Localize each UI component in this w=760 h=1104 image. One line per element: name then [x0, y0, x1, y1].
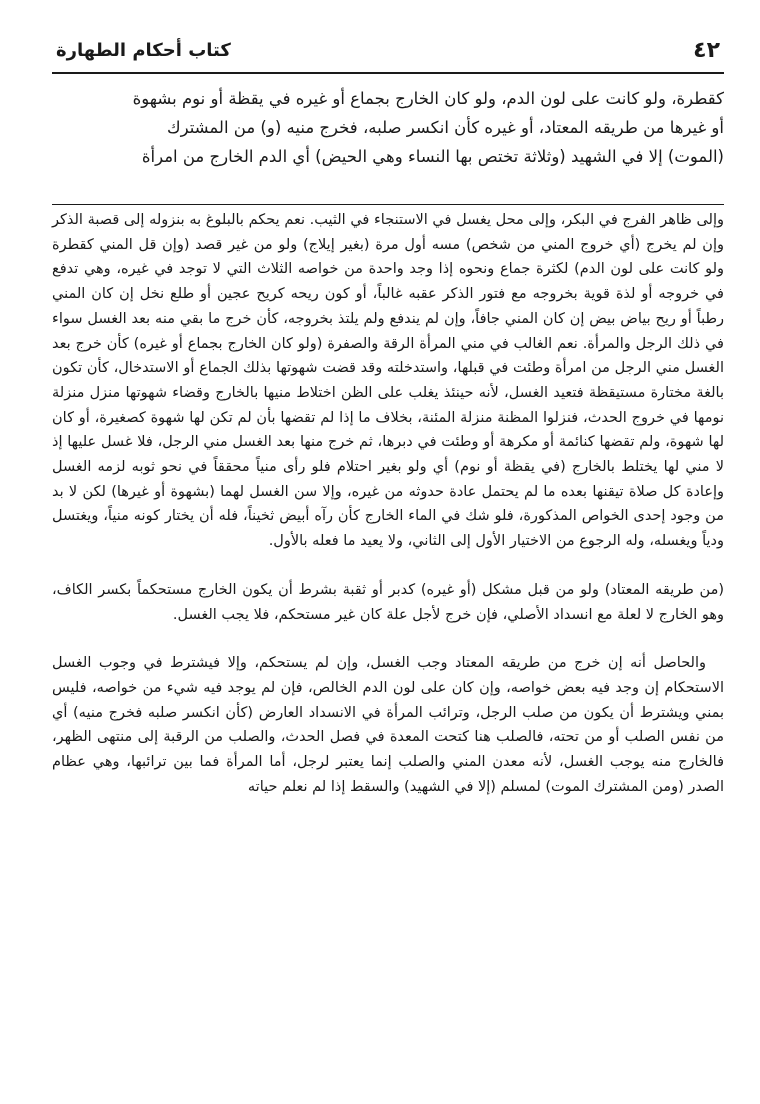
page — [52, 0, 724, 1104]
commentary-paragraph: والحاصل أنه إن خرج من طريقه المعتاد وجب الغسل، وإن لم يستحكم، وإلا فيشترط في وجوب الغسل الاستحكام إن وجد فيه بعض خواصه، وإن كان على لون الدم الخالص، فإن لم يوجد فيه شيء من خواصه، فليس بمني ويشترط أن يكون من صلب الرجل، وترائب المرأة في الانسداد العارض (كأن انكسر صلبه فخرج منيه) أي من نفس الصلب أو من تحته، فالصلب هنا كتحت المعدة في فصل الحدث، والصلب من الرقبة إلى منتهى الظهر، فالخارج منه يوجب الغسل، لأنه معدن المني والصلب إنما يعتبر لرجل، أما المرأة فما بين ترائبها، وهي عظام الصدر (ومن المشترك الموت) لمسلم (إلا في الشهيد) والسقط إذا لم نعلم حياته — [52, 655, 724, 795]
book-title: كتاب أحكام الطهارة — [56, 40, 231, 61]
commentary — [52, 208, 724, 799]
page-header — [52, 32, 724, 74]
main-text — [52, 84, 724, 171]
section-divider — [52, 204, 724, 205]
page-number: ٤٢ — [693, 38, 720, 63]
main-text-line: (الموت) إلا في الشهيد (وثلاثة تختص بها النساء وهي الحيض) أي الدم الخارج من امرأة — [141, 147, 724, 166]
commentary-paragraph: (من طريقه المعتاد) ولو من قبل مشكل (أو غيره) كدبر أو ثقبة بشرط أن يكون الخارج مستحكماً بكسر الكاف، وهو الخارج لا لعلة مع انسداد الأصلي، فإن خرج لأجل علة كان غير مستحكم، فلا يجب الغسل. — [52, 581, 724, 623]
main-text-line: كقطرة، ولو كانت على لون الدم، ولو كان الخارج بجماع أو غيره في يقظة أو نوم بشهوة — [132, 89, 724, 108]
main-text-line: أو غيرها من طريقه المعتاد، أو غيره كأن انكسر صلبه، فخرج منيه (و) من المشترك — [166, 118, 724, 137]
commentary-paragraph: وإلى ظاهر الفرج في البكر، وإلى محل يغسل في الاستنجاء في الثيب. نعم يحكم بالبلوغ به بنزوله إلى قصبة الذكر وإن لم يخرج (أي خروج المني من شخص) مسه أول مرة (بغير إيلاج) ولو من غير قصد (وإن قل المني كقطرة ولو كانت على لون الدم) لكثرة جماع ونحوه إذا وجد واحدة من خواصه الثلاث التي لا توجد في غيره، وهي تدفع في خروجه أو لذة قوية بخروجه مع فتور الذكر عقبه غالباً، أو كون ريحه كريح عجين أو طلع نخل إن كان المني رطباً أو ريح بياض بيض إن كان المني جافاً، وإن لم يندفع ولم يلتذ بخروجه، كأن خرج ما بقي منه بعد الغسل سواء في ذلك الرجل والمرأة. نعم الغالب في مني المرأة الرقة والصفرة (ولو كان الخارج بجماع أو غيره) كأن خرج بعد الغسل مني الرجل من امرأة وطئت في قبلها، واستدخلته وقد قضت شهوتها بذلك الجماع أو الاستدخال، كأن تكون بالغة مختارة مستيقظة فتعيد الغسل، لأنه حينئذ يغلب على الظن اختلاط منيها بالخارج وقضاء شهوتها منزل منزلة نومها في خروج الحدث، فنزلوا المظنة منزلة المئنة، بخلاف ما إذا لم تقضها بأن لم تكن لها شهوة كصغيرة، أو كان لها شهوة، ولم تقضها كنائمة أو مكرهة أو وطئت في دبرها، ثم خرج منها بعد الغسل مني الرجل، فلا غسل عليها إذ لا مني لها يختلط بالخارج (في يقظة أو نوم) أي ولو بغير احتلام فلو رأى منياً محققاً في نحو ثوبه لزمه الغسل وإعادة كل صلاة تيقنها بعده ما لم يحتمل عادة حدوثه من غيره، وإلا سن الغسل لهما (بشهوة أو غيرها) لكن لا بد من وجود إحدى الخواص المذكورة، فلو شك في الماء الخارج كأن رآه أبيض ثخيناً، فله أن يختار كونه منياً، ويغتسل ودياً ويغسله، وله الرجوع من الاختيار الأول إلى الثاني، ولا يعيد ما فعله بالأول. — [52, 212, 724, 550]
